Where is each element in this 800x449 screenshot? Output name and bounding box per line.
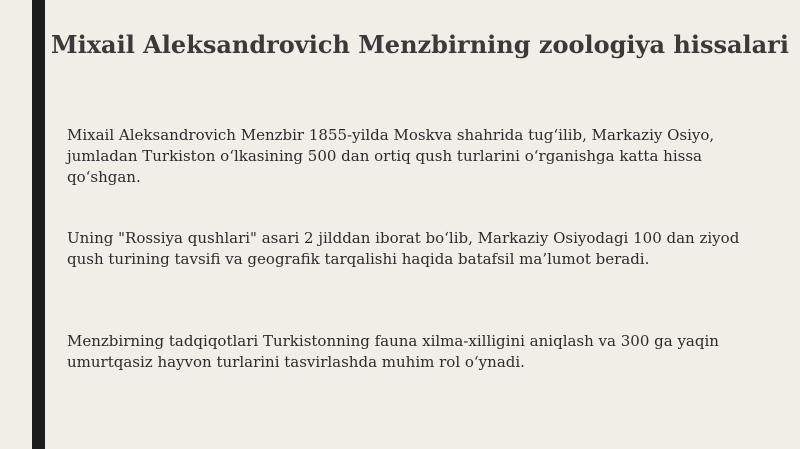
paragraph-turkestan-fauna: Menzbirning tadqiqotlari Turkistonning fauna xilma-xilligini aniqlash va 300 ga yaqin umurtqasiz hayvon turlarini tasvirlashda muhim rol o‘ynadi. xyxy=(67,332,719,371)
paragraph-birth-and-birds: Mixail Aleksandrovich Menzbir 1855-yilda Moskva shahrida tug‘ilib, Markaziy Osiyo, jumladan Turkiston o‘lkasining 500 dan ortiq qush turlarini o‘rganishga katta hissa qo‘shgan. xyxy=(67,126,715,186)
slide-title: Mixail Aleksandrovich Menzbirning zoologiya hissalari xyxy=(51,30,789,59)
paragraph-russian-birds-work: Uning "Rossiya qushlari" asari 2 jilddan iborat bo‘lib, Markaziy Osiyodagi 100 dan ziyod qush turining tavsifi va geografik tarqalishi haqida batafsil ma’lumot beradi. xyxy=(67,229,740,268)
accent-bar xyxy=(32,0,45,449)
